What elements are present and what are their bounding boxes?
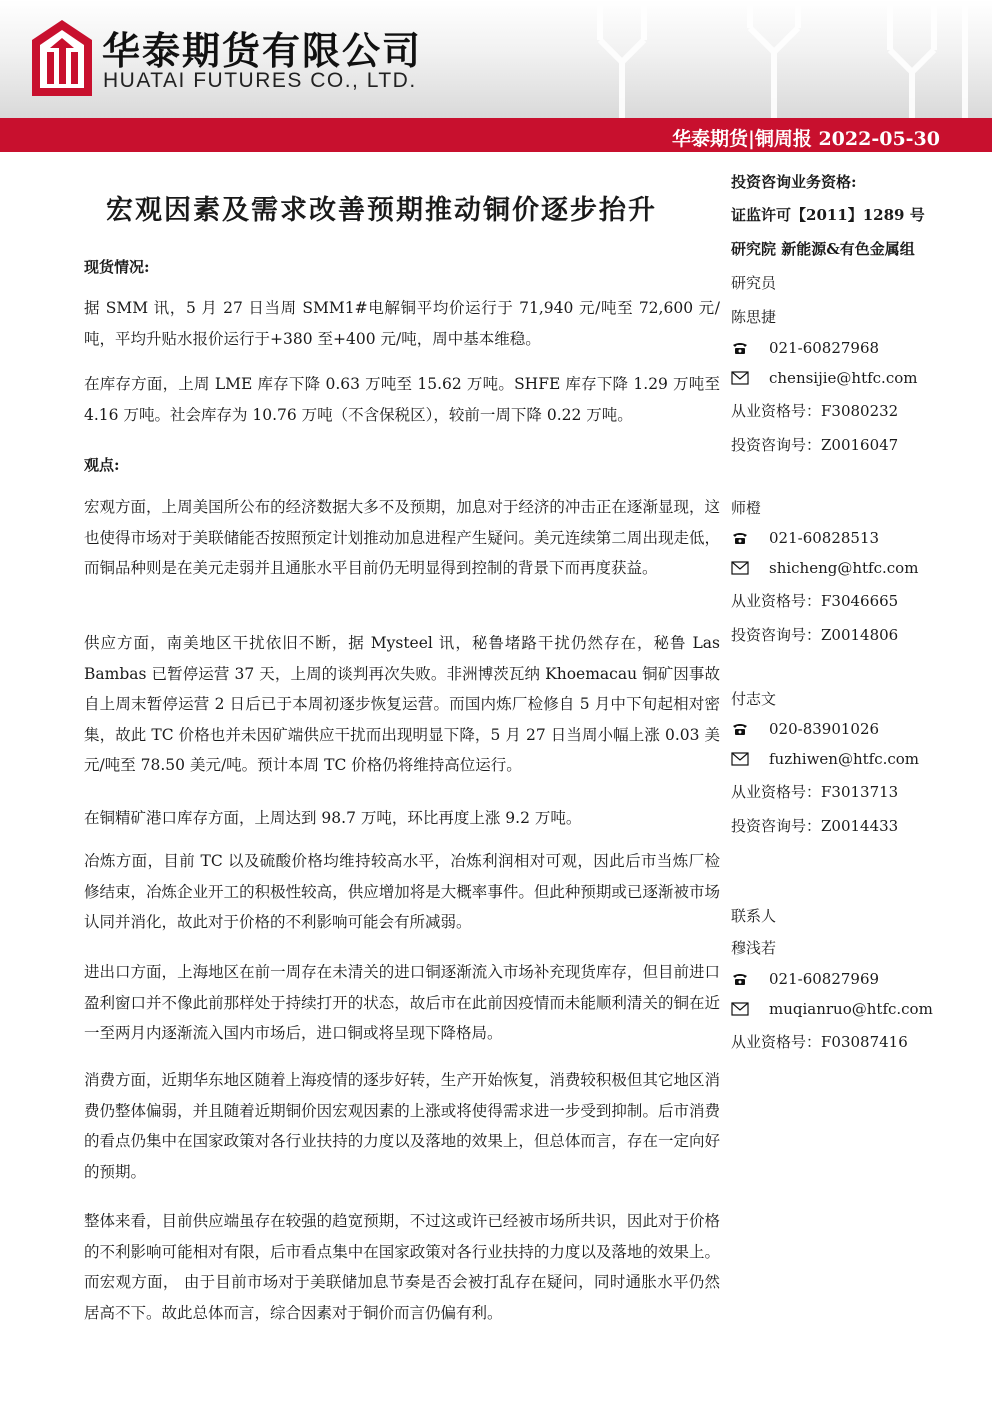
researcher-name: 陈思捷 [731, 308, 777, 326]
research-team: 研究院 新能源&有色金属组 [731, 240, 915, 258]
contact-name: 穆浅若 [731, 939, 777, 957]
advisor-number: 投资咨询号：Z0014433 [731, 817, 899, 835]
phone-number: 021-60828513 [769, 529, 880, 547]
email-address[interactable]: muqianruo@htfc.com [769, 1000, 933, 1018]
header-decoration [560, 0, 992, 118]
researcher-email [731, 750, 919, 768]
advisor-number: 投资咨询号：Z0014806 [731, 626, 899, 644]
mail-icon [731, 561, 749, 575]
phone-number: 021-60827969 [769, 970, 880, 988]
researcher-email [731, 369, 917, 387]
researcher-name: 付志文 [731, 690, 777, 708]
qualification-label: 投资咨询业务资格: [731, 173, 857, 191]
researcher-phone [731, 339, 879, 357]
phone-number: 021-60827968 [769, 339, 880, 357]
view-paragraph-6: 消费方面，近期华东地区随着上海疫情的逐步好转，生产开始恢复，消费较积极但其它地区消费仍整体偏弱，并且随着近期铜价因宏观因素的上涨或将使得需求进一步受到抑制。后市消费的看点仍集中在国家政策对各行业扶持的力度以及落地的效果上，但总体而言，存在一定向好的预期。 [84, 1071, 720, 1181]
article-title: 宏观因素及需求改善预期推动铜价逐步抬升 [106, 195, 657, 226]
mail-icon [731, 1002, 749, 1016]
report-banner-text: 华泰期货|铜周报 2022-05-30 [671, 128, 940, 150]
view-paragraph-7: 整体来看，目前供应端虽存在较强的趋宽预期，不过这或许已经被市场所共识，因此对于价格的不利影响可能相对有限，后市看点集中在国家政策对各行业扶持的力度以及落地的效果上。而宏观方面， 由于目前市场对于美联储加息节奏是否会被打乱存在疑问，同时通胀水平仍然居高不下。故此总体而言，综合因素对于铜价而言仍偏有利。 [84, 1212, 720, 1322]
phone-number: 020-83901026 [769, 720, 880, 738]
phone-icon [731, 341, 749, 355]
license-number: 证监许可【2011】1289 号 [731, 206, 925, 224]
mail-icon [731, 752, 749, 766]
contact-email [731, 1000, 933, 1018]
view-paragraph-4: 冶炼方面，目前 TC 以及硫酸价格均维持较高水平，冶炼利润相对可观，因此后市当炼厂检修结束，冶炼企业开工的积极性较高，供应增加将是大概率事件。但此种预期或已逐渐被市场认同并消化，故此对于价格的不利影响可能会有所减弱。 [84, 852, 720, 931]
huatai-logo [30, 18, 94, 98]
advisor-number: 投资咨询号：Z0016047 [731, 436, 899, 454]
researcher-email [731, 559, 918, 577]
email-address[interactable]: chensijie@htfc.com [769, 369, 918, 387]
company-name-cn: 华泰期货有限公司 [102, 29, 423, 73]
researcher-phone [731, 529, 879, 547]
view-paragraph-2: 供应方面，南美地区干扰依旧不断，据 Mysteel 讯，秘鲁堵路干扰仍然存在，秘鲁 Las Bambas 已暂停运营 37 天，上周的谈判再次失败。非洲博茨瓦纳 Khoemacau 铜矿因事故自上周末暂停运营 2 日后已于本周初逐步恢复运营。而国内炼厂检修自 5 月中下旬起相对密集，故此 TC 价格也并未因矿端供应干扰而出现明显下降，5 月 27 日当周小幅上涨 0.03 美元/吨至 78.50 美元/吨。预计本周 TC 价格仍将维持高位运行。 [84, 634, 720, 774]
cert-number: 从业资格号：F3046665 [731, 592, 899, 610]
spot-paragraph-1: 据 SMM 讯，5 月 27 日当周 SMM1#电解铜平均价运行于 71,940 元/吨至 72,600 元/吨，平均升贴水报价运行于+380 至+400 元/吨，周中基本维稳。 [84, 299, 720, 348]
phone-icon [731, 722, 749, 736]
cert-number: 从业资格号：F3080232 [731, 402, 899, 420]
header-band [0, 0, 992, 118]
view-paragraph-3: 在铜精矿港口库存方面，上周达到 98.7 万吨，环比再度上涨 9.2 万吨。 [84, 809, 582, 827]
contact-label: 联系人 [731, 907, 777, 925]
spot-heading: 现货情况: [84, 258, 150, 276]
email-address[interactable]: fuzhiwen@htfc.com [769, 750, 920, 768]
spot-paragraph-2: 在库存方面，上周 LME 库存下降 0.63 万吨至 15.62 万吨。SHFE 库存下降 1.29 万吨至 4.16 万吨。社会库存为 10.76 万吨（不含保税区），较前一周下降 0.22 万吨。 [84, 375, 720, 424]
researcher-label: 研究员 [731, 274, 777, 292]
view-paragraph-5: 进出口方面，上海地区在前一周存在未清关的进口铜逐渐流入市场补充现货库存，但目前进口盈利窗口并不像此前那样处于持续打开的状态，故后市在此前因疫情而未能顺利清关的铜在近一至两月内逐渐流入国内市场后，进口铜或将呈现下降格局。 [84, 963, 720, 1042]
report-banner [0, 118, 992, 152]
cert-number: 从业资格号：F03087416 [731, 1033, 908, 1051]
company-name-en: HUATAI FUTURES CO., LTD. [103, 69, 417, 92]
mail-icon [731, 371, 749, 385]
researcher-phone [731, 720, 879, 738]
researcher-name: 师橙 [731, 499, 762, 517]
view-heading: 观点: [84, 456, 120, 474]
cert-number: 从业资格号：F3013713 [731, 783, 899, 801]
phone-icon [731, 531, 749, 545]
view-paragraph-1: 宏观方面，上周美国所公布的经济数据大多不及预期，加息对于经济的冲击正在逐渐显现，这也使得市场对于美联储能否按照预定计划推动加息进程产生疑问。美元连续第二周出现走低，而铜品种则是在美元走弱并且通胀水平目前仍无明显得到控制的背景下而再度获益。 [84, 498, 720, 577]
contact-phone [731, 970, 879, 988]
email-address[interactable]: shicheng@htfc.com [769, 559, 919, 577]
phone-icon [731, 972, 749, 986]
